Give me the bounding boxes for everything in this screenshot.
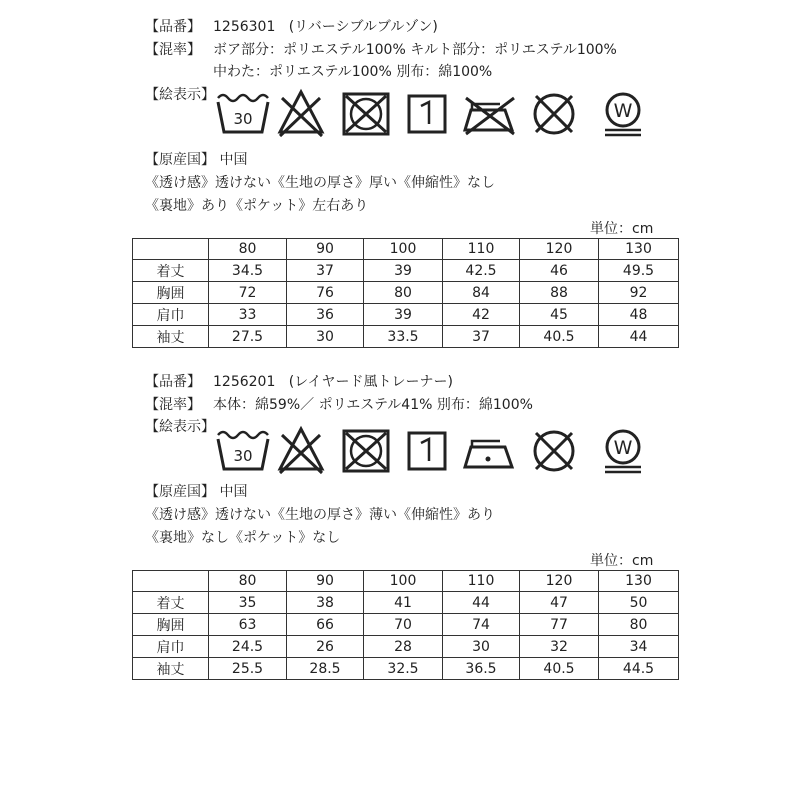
table-cell: 80 (599, 614, 679, 636)
table-row (133, 326, 679, 348)
item-number: 1256301 (213, 19, 276, 35)
desc-line-1: 《透け感》透けない《生地の厚さ》薄い《伸縮性》あり (145, 507, 495, 523)
size-header: 100 (364, 239, 443, 260)
blend-line (145, 396, 533, 414)
care-symbols (210, 425, 655, 475)
wet-clean-icon (605, 431, 641, 472)
table-row (133, 282, 679, 304)
table-cell: 36 (287, 304, 364, 326)
table-cell: 36.5 (443, 658, 520, 680)
table-cell: 35 (209, 592, 287, 614)
size-header: 130 (599, 571, 679, 592)
size-table (132, 570, 679, 680)
table-row (133, 636, 679, 658)
desc-line-2: 《裏地》あり《ポケット》左右あり (145, 198, 369, 214)
row-header: 着丈 (133, 260, 209, 282)
no-tumble-dry-icon (344, 94, 388, 134)
no-dryclean-icon (535, 95, 573, 133)
table-cell: 80 (364, 282, 443, 304)
table-cell: 24.5 (209, 636, 287, 658)
corner-cell (133, 239, 209, 260)
table-cell: 74 (443, 614, 520, 636)
item-name: (リバーシブルブルゾン) (288, 19, 438, 35)
table-cell: 33.5 (364, 326, 443, 348)
row-header: 胸囲 (133, 614, 209, 636)
table-cell: 84 (443, 282, 520, 304)
row-header: 袖丈 (133, 658, 209, 680)
table-cell: 45 (520, 304, 599, 326)
row-header: 肩巾 (133, 304, 209, 326)
care-label: 【絵表示】 (145, 87, 215, 103)
wet-clean-icon (605, 94, 641, 135)
table-cell: 48 (599, 304, 679, 326)
table-cell: 40.5 (520, 326, 599, 348)
table-cell: 49.5 (599, 260, 679, 282)
size-header: 90 (287, 239, 364, 260)
table-cell: 37 (443, 326, 520, 348)
table-cell: 44.5 (599, 658, 679, 680)
size-header-row (133, 571, 679, 592)
wash-temp-label: 30 (233, 110, 253, 128)
item-number: 1256201 (213, 374, 276, 390)
table-cell: 26 (287, 636, 364, 658)
table-cell: 39 (364, 260, 443, 282)
blend-label: 【混率】 (145, 397, 201, 413)
line-dry-icon (409, 433, 445, 469)
row-header: 胸囲 (133, 282, 209, 304)
table-cell: 28.5 (287, 658, 364, 680)
table-cell: 30 (287, 326, 364, 348)
size-header: 120 (520, 571, 599, 592)
item-name: (レイヤード風トレーナー) (288, 374, 453, 390)
size-header: 90 (287, 571, 364, 592)
wash-30-icon (218, 432, 268, 469)
table-cell: 42 (443, 304, 520, 326)
size-header: 80 (209, 571, 287, 592)
size-header: 80 (209, 239, 287, 260)
table-cell: 39 (364, 304, 443, 326)
table-row (133, 614, 679, 636)
item-line (145, 373, 453, 391)
table-cell: 38 (287, 592, 364, 614)
size-header: 110 (443, 239, 520, 260)
table-cell: 66 (287, 614, 364, 636)
size-header: 100 (364, 571, 443, 592)
corner-cell (133, 571, 209, 592)
table-cell: 76 (287, 282, 364, 304)
wash-30-icon (218, 95, 268, 132)
table-row (133, 260, 679, 282)
svg-text:W: W (613, 100, 633, 122)
iron-low-icon (465, 441, 512, 467)
wash-temp-label: 30 (233, 447, 253, 465)
table-cell: 47 (520, 592, 599, 614)
table-cell: 32.5 (364, 658, 443, 680)
table-cell: 27.5 (209, 326, 287, 348)
no-iron-icon (465, 98, 514, 134)
table-cell: 72 (209, 282, 287, 304)
blend-line-2: 中わた：ポリエステル100% 別布：綿100% (213, 64, 493, 80)
care-symbols (210, 88, 655, 138)
table-cell: 63 (209, 614, 287, 636)
size-header: 130 (599, 239, 679, 260)
size-table (132, 238, 679, 348)
item-label: 【品番】 (145, 19, 201, 35)
table-cell: 25.5 (209, 658, 287, 680)
desc-line-1: 《透け感》透けない《生地の厚さ》厚い《伸縮性》なし (145, 175, 495, 191)
table-cell: 50 (599, 592, 679, 614)
table-row (133, 304, 679, 326)
line-dry-icon (409, 96, 445, 132)
unit-label: 単位：cm (590, 553, 654, 569)
origin-line: 【原産国】 中国 (145, 152, 248, 168)
no-bleach-icon (280, 92, 322, 136)
blend-text: 本体：綿59%／ ポリエステル41% 別布：綿100% (213, 397, 533, 413)
blend-line (145, 41, 617, 59)
table-cell: 77 (520, 614, 599, 636)
size-header-row (133, 239, 679, 260)
table-cell: 41 (364, 592, 443, 614)
size-header: 120 (520, 239, 599, 260)
product-spec-2 (0, 355, 800, 755)
no-bleach-icon (280, 429, 322, 473)
no-tumble-dry-icon (344, 431, 388, 471)
item-label: 【品番】 (145, 374, 201, 390)
table-cell: 92 (599, 282, 679, 304)
table-cell: 44 (599, 326, 679, 348)
table-cell: 88 (520, 282, 599, 304)
table-cell: 34 (599, 636, 679, 658)
table-cell: 28 (364, 636, 443, 658)
table-row (133, 658, 679, 680)
no-dryclean-icon (535, 432, 573, 470)
row-header: 着丈 (133, 592, 209, 614)
table-cell: 37 (287, 260, 364, 282)
table-cell: 34.5 (209, 260, 287, 282)
row-header: 袖丈 (133, 326, 209, 348)
origin-line: 【原産国】 中国 (145, 484, 248, 500)
table-cell: 33 (209, 304, 287, 326)
desc-line-2: 《裏地》なし《ポケット》なし (145, 530, 341, 546)
table-cell: 30 (443, 636, 520, 658)
size-header: 110 (443, 571, 520, 592)
svg-text:W: W (613, 437, 633, 459)
table-row (133, 592, 679, 614)
blend-text: ボア部分：ポリエステル100% キルト部分：ポリエステル100% (213, 42, 617, 58)
blend-label: 【混率】 (145, 42, 201, 58)
table-cell: 40.5 (520, 658, 599, 680)
item-line (145, 18, 438, 36)
table-cell: 70 (364, 614, 443, 636)
table-cell: 46 (520, 260, 599, 282)
table-cell: 42.5 (443, 260, 520, 282)
table-cell: 44 (443, 592, 520, 614)
table-cell: 32 (520, 636, 599, 658)
row-header: 肩巾 (133, 636, 209, 658)
unit-label: 単位：cm (590, 221, 654, 237)
care-label: 【絵表示】 (145, 419, 215, 435)
